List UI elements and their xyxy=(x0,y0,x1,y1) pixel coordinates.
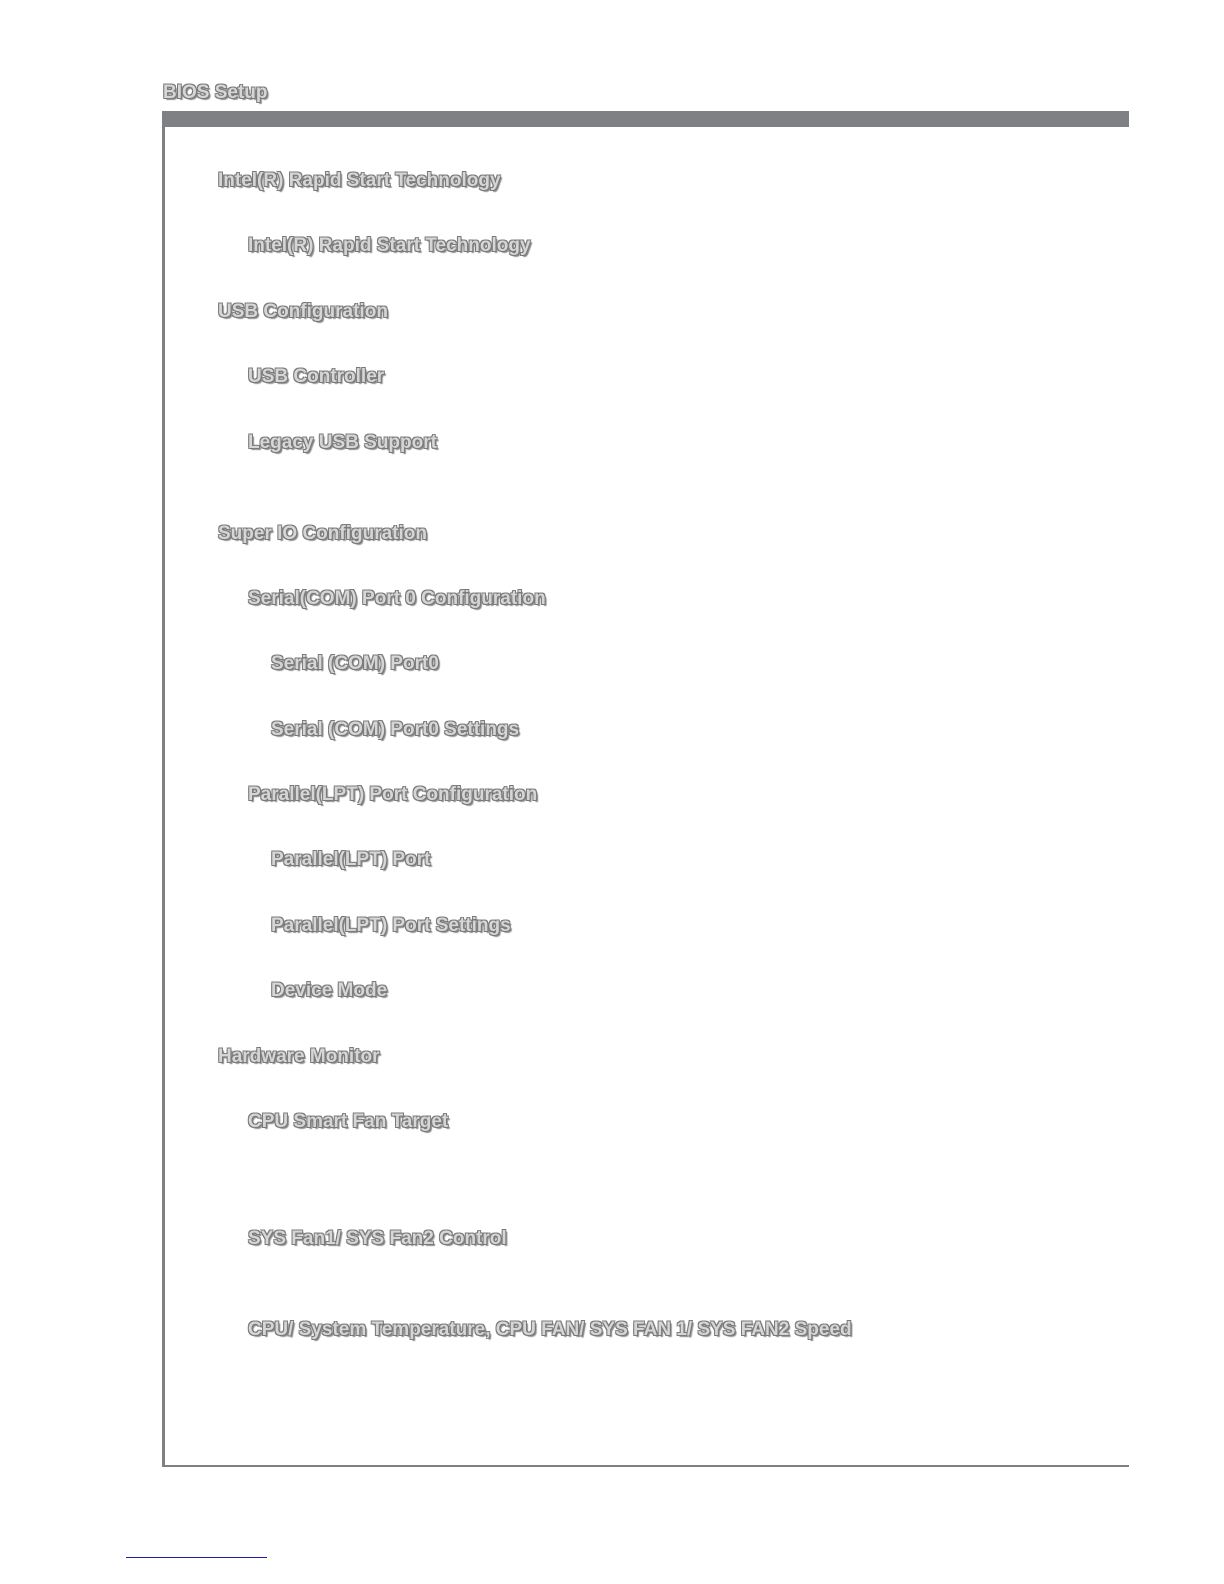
item-legacy-usb-support: Legacy USB Support xyxy=(248,432,437,453)
heading-usb-configuration: USB Configuration xyxy=(218,301,388,322)
heading-hardware-monitor: Hardware Monitor xyxy=(218,1046,380,1067)
item-cpu-smart-fan-target: CPU Smart Fan Target xyxy=(248,1111,449,1132)
item-parallel-lpt-port-settings: Parallel(LPT) Port Settings xyxy=(271,915,511,936)
item-intel-rst: Intel(R) Rapid Start Technology xyxy=(248,235,531,256)
item-serial-com-configuration: Serial(COM) Port 0 Configuration xyxy=(248,588,546,609)
frame-top-bar xyxy=(162,111,1129,127)
footer-rule xyxy=(126,1557,267,1558)
heading-intel-rst: Intel(R) Rapid Start Technology xyxy=(218,170,501,191)
item-temperature-fan-speed: CPU/ System Temperature, CPU FAN/ SYS FAN 1/ SYS FAN2 Speed xyxy=(248,1319,852,1340)
item-usb-controller: USB Controller xyxy=(248,366,385,387)
item-parallel-lpt-configuration: Parallel(LPT) Port Configuration xyxy=(248,784,538,805)
item-sys-fan-control: SYS Fan1/ SYS Fan2 Control xyxy=(248,1228,507,1249)
frame-left-border xyxy=(162,111,165,1467)
item-device-mode: Device Mode xyxy=(271,980,388,1001)
item-serial-com-port0: Serial (COM) Port0 xyxy=(271,653,439,674)
section-label: BIOS Setup xyxy=(163,82,268,103)
item-parallel-lpt-port: Parallel(LPT) Port xyxy=(271,849,431,870)
item-serial-com-port0-settings: Serial (COM) Port0 Settings xyxy=(271,719,520,740)
heading-super-io-configuration: Super IO Configuration xyxy=(218,523,427,544)
frame-bottom-border xyxy=(162,1465,1129,1467)
